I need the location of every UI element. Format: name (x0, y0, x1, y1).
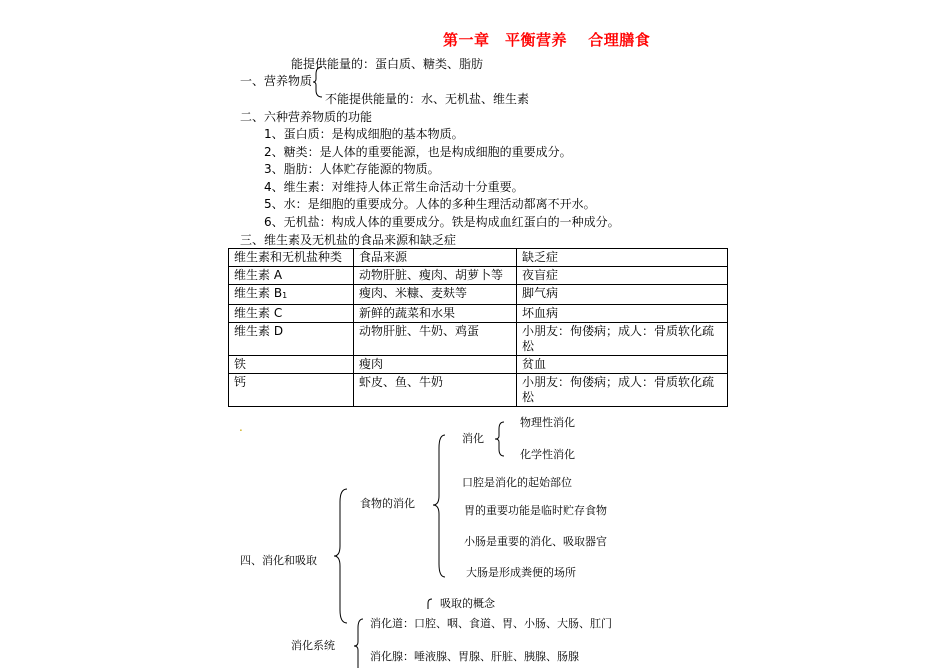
table-cell: 钙 (229, 374, 354, 407)
section2-heading: 二、六种营养物质的功能 (240, 110, 373, 124)
function-item: 4、维生素：对维持人体正常生命活动十分重要。 (264, 180, 524, 194)
table-header: 食品来源 (354, 249, 517, 267)
table-row (229, 356, 728, 374)
function-item: 2、糖类：是人体的重要能源，也是构成细胞的重要成分。 (264, 145, 572, 159)
function-item: 3、脂肪：人体贮存能源的物质。 (264, 162, 440, 176)
table-header: 缺乏症 (517, 249, 728, 267)
table-cell: 维生素 A (229, 267, 354, 285)
table-row (229, 374, 728, 407)
table-row (229, 305, 728, 323)
section1-brace (312, 66, 326, 98)
table-cell: 新鲜的蔬菜和水果 (354, 305, 517, 323)
table-cell: 小朋友：佝偻病；成人：骨质软化疏松 (517, 374, 728, 407)
function-item: 5、水：是细胞的重要成分。人体的多种生理活动都离不开水。 (264, 197, 596, 211)
table-cell: 铁 (229, 356, 354, 374)
mouth-fact: 口腔是消化的起始部位 (462, 476, 572, 489)
table-cell: 维生素 C (229, 305, 354, 323)
table-cell: 贫血 (517, 356, 728, 374)
function-item: 6、无机盐：构成人体的重要成分。铁是构成血红蛋白的一种成分。 (264, 215, 620, 229)
digestive-system-label: 消化系统 (291, 639, 335, 652)
subscript: 1 (282, 291, 288, 300)
table-cell (229, 285, 354, 305)
table-row (229, 267, 728, 285)
digestive-glands: 消化腺：唾液腺、胃腺、肝脏、胰腺、肠腺 (370, 650, 579, 663)
marker-dot: . (239, 420, 243, 434)
absorption-brace (424, 598, 434, 610)
table-cell: 瘦肉 (354, 356, 517, 374)
function-item: 1、蛋白质：是构成细胞的基本物质。 (264, 127, 464, 141)
digestion-label: 消化 (462, 432, 484, 445)
absorption-concept: 吸取的概念 (440, 597, 495, 610)
non-energy-nutrients: 不能提供能量的：水、无机盐、维生素 (325, 92, 530, 106)
vitamin-mineral-table (228, 248, 728, 407)
section4-heading: 四、消化和吸取 (240, 554, 317, 567)
table-cell: 虾皮、鱼、牛奶 (354, 374, 517, 407)
table-cell: 坏血病 (517, 305, 728, 323)
section4-brace (332, 488, 352, 624)
stomach-fact: 胃的重要功能是临时贮存食物 (464, 504, 607, 517)
table-row (229, 323, 728, 356)
large-intestine-fact: 大肠是形成粪便的场所 (466, 566, 576, 579)
table-cell: 瘦肉、米糠、麦麸等 (354, 285, 517, 305)
section3-heading: 三、维生素及无机盐的食品来源和缺乏症 (240, 233, 457, 247)
food-digestion-label: 食物的消化 (360, 497, 415, 510)
table-row (229, 285, 728, 305)
table-cell: 动物肝脏、瘦肉、胡萝卜等 (354, 267, 517, 285)
table-cell: 维生素 D (229, 323, 354, 356)
table-cell: 小朋友：佝偻病；成人：骨质软化疏松 (517, 323, 728, 356)
small-intestine-fact: 小肠是重要的消化、吸取器官 (464, 535, 607, 548)
table-header: 维生素和无机盐种类 (229, 249, 354, 267)
digestion-type-brace (494, 421, 508, 457)
table-cell: 夜盲症 (517, 267, 728, 285)
section1-heading: 一、营养物质 (240, 74, 313, 88)
physical-digestion: 物理性消化 (520, 416, 575, 429)
digestion-brace (430, 434, 450, 578)
table-header-row (229, 249, 728, 267)
table-cell: 脚气病 (517, 285, 728, 305)
digestive-tract: 消化道：口腔、咽、食道、胃、小肠、大肠、肛门 (370, 617, 612, 630)
page-title: 第一章 平衡营养 合理膳食 (443, 31, 651, 49)
table-cell: 动物肝脏、牛奶、鸡蛋 (354, 323, 517, 356)
vitamin-b-label: 维生素 B (234, 286, 283, 300)
system-brace (352, 618, 366, 672)
chemical-digestion: 化学性消化 (520, 448, 575, 461)
energy-nutrients: 能提供能量的：蛋白质、糖类、脂肪 (291, 57, 484, 71)
